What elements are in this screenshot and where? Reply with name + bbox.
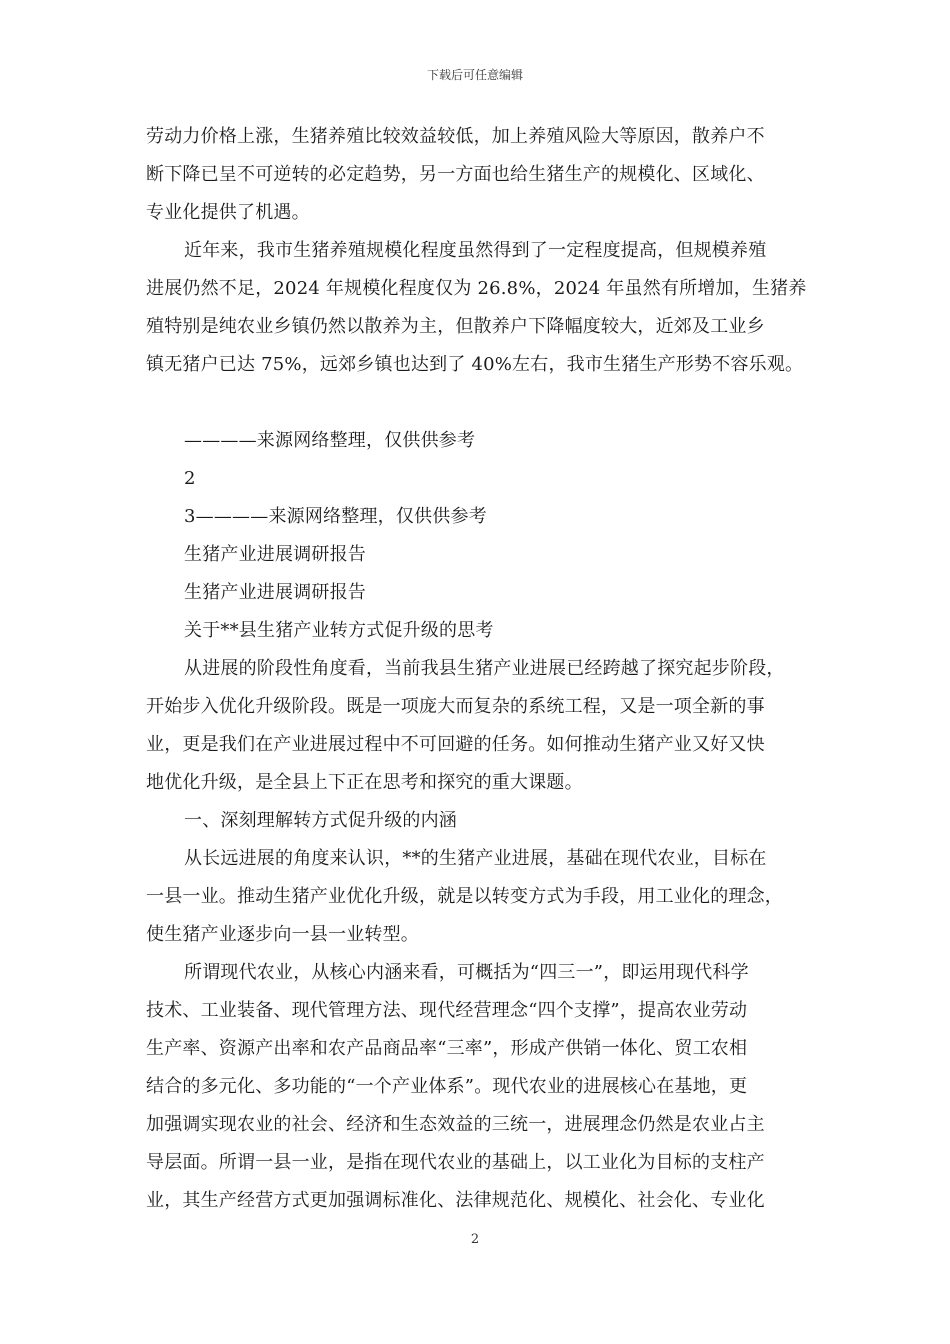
- text-line: 使生猪产业逐步向一县一业转型。: [146, 924, 419, 945]
- text-line: 业，更是我们在产业进展过程中不可回避的任务。如何推动生猪产业又好又快: [146, 734, 765, 755]
- text-line: 一县一业。推动生猪产业优化升级，就是以转变方式为手段，用工业化的理念，: [146, 886, 783, 907]
- text-line: 业，其生产经营方式更加强调标准化、法律规范化、规模化、社会化、专业化: [146, 1190, 765, 1211]
- text-line: 近年来，我市生猪养殖规模化程度虽然得到了一定程度提高，但规模养殖: [184, 240, 767, 261]
- inline-number: 2: [184, 468, 196, 489]
- document-subtitle: 关于**县生猪产业转方式促升级的思考: [184, 620, 494, 641]
- page-number: 2: [470, 1232, 480, 1247]
- text-line: 开始步入优化升级阶段。既是一项庞大而复杂的系统工程，又是一项全新的事: [146, 696, 765, 717]
- text-line: 技术、工业装备、现代管理方法、现代经营理念“四个支撑”，提高农业劳动: [146, 1000, 748, 1021]
- paragraph-4: [146, 840, 814, 954]
- paragraph-5: [146, 954, 814, 1220]
- document-title: 生猪产业进展调研报告: [184, 582, 366, 603]
- text-line: 加强调实现农业的社会、经济和生态效益的三统一，进展理念仍然是农业占主: [146, 1114, 765, 1135]
- document-title: 生猪产业进展调研报告: [184, 544, 366, 565]
- text-line: 从进展的阶段性角度看，当前我县生猪产业进展已经跨越了探究起步阶段，: [184, 658, 785, 679]
- paragraph-3: [146, 650, 814, 802]
- text-line: 劳动力价格上涨，生猪养殖比较效益较低，加上养殖风险大等原因，散养户不: [146, 126, 765, 147]
- document-body: [146, 118, 814, 1220]
- text-line: 进展仍然不足，2024 年规模化程度仅为 26.8%，2024 年虽然有所增加，生猪养: [146, 278, 807, 299]
- paragraph-1: [146, 118, 814, 232]
- text-line: 导层面。所谓一县一业，是指在现代农业的基础上，以工业化为目标的支柱产: [146, 1152, 765, 1173]
- text-line: 断下降已呈不可逆转的必定趋势，另一方面也给生猪生产的规模化、区域化、: [146, 164, 765, 185]
- text-line: 殖特别是纯农业乡镇仍然以散养为主，但散养户下降幅度较大，近郊及工业乡: [146, 316, 765, 337]
- blank-line: [146, 384, 814, 422]
- section-heading: 一、深刻理解转方式促升级的内涵: [184, 810, 457, 831]
- source-note: 3————来源网络整理，仅供供参考: [184, 506, 487, 527]
- paragraph-2: [146, 232, 814, 384]
- source-note: ————来源网络整理，仅供供参考: [184, 430, 476, 451]
- text-line: 从长远进展的角度来认识，**的生猪产业进展，基础在现代农业，目标在: [184, 848, 767, 869]
- text-line: 结合的多元化、多功能的“一个产业体系”。现代农业的进展核心在基地，更: [146, 1076, 748, 1097]
- text-line: 地优化升级，是全县上下正在思考和探究的重大课题。: [146, 772, 583, 793]
- text-line: 生产率、资源产出率和农产品商品率“三率”，形成产供销一体化、贸工农相: [146, 1038, 748, 1059]
- text-line: 所谓现代农业，从核心内涵来看，可概括为“四三一”，即运用现代科学: [184, 962, 749, 983]
- text-line: 镇无猪户已达 75%，远郊乡镇也达到了 40%左右，我市生猪生产形势不容乐观。: [146, 354, 804, 375]
- page-header-note: 下载后可任意编辑: [426, 68, 523, 82]
- text-line: 专业化提供了机遇。: [146, 202, 310, 223]
